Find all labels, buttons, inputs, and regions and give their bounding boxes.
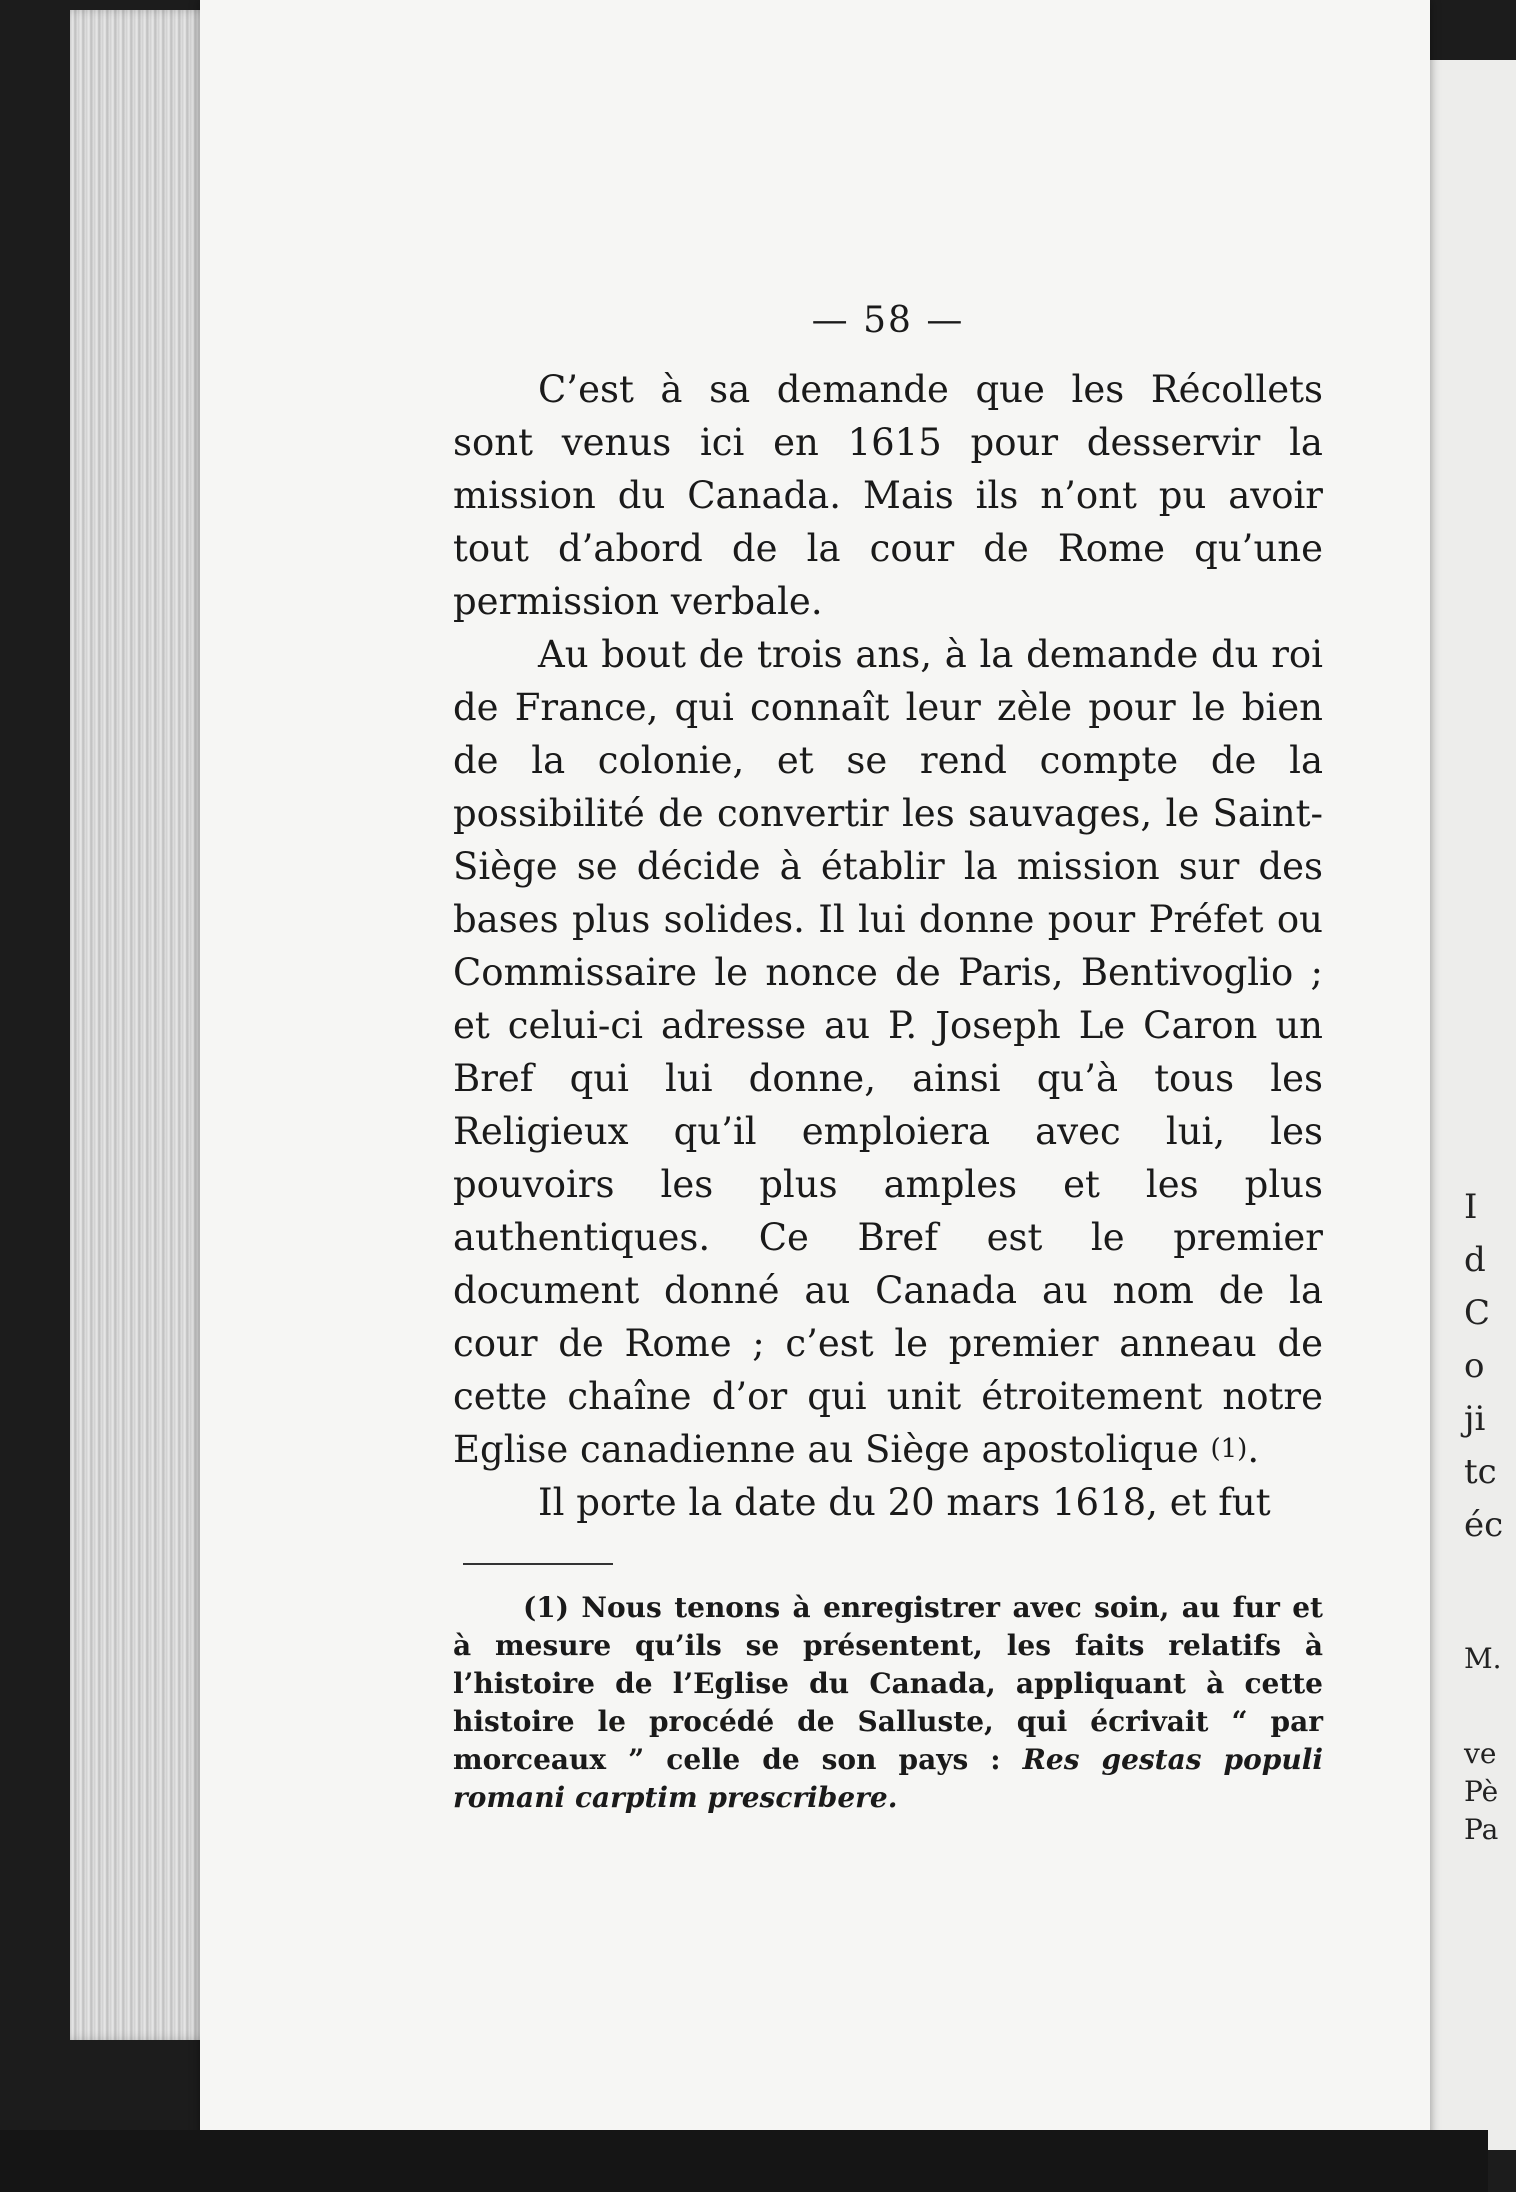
footnote-reference: (1) bbox=[1210, 1434, 1248, 1464]
facing-page-fragment: I bbox=[1464, 1187, 1478, 1227]
body-paragraph-continued: Il porte la date du 20 mars 1618, et fut bbox=[538, 1481, 1271, 1524]
body-paragraph bbox=[453, 628, 1323, 1476]
footnote-text: (1) Nous tenons à enregistrer avec soin, au fur et à mesure qu’ils se présentent, les faits relatifs à l’histoire de l’Eglise du Canada, appliquant à cette histoire le procédé de Salluste, qui écrivait “ par morceaux ” celle de son pays : bbox=[453, 1591, 1323, 1776]
page-text-block bbox=[453, 300, 1323, 1817]
facing-page-fragment: ve bbox=[1464, 1737, 1497, 1770]
footnote bbox=[453, 1589, 1323, 1817]
facing-page-fragment: Pè bbox=[1464, 1775, 1499, 1808]
page-number: — 58 — bbox=[811, 300, 965, 341]
footnote-latin-quote: Res gestas populi romani carptim prescribere. bbox=[453, 1743, 1323, 1814]
facing-page-fragment: ji bbox=[1464, 1399, 1486, 1439]
footnote-divider bbox=[463, 1563, 613, 1565]
facing-page-fragment: éc bbox=[1464, 1505, 1504, 1545]
facing-page-fragment: C bbox=[1464, 1293, 1491, 1333]
facing-page-fragment: tc bbox=[1464, 1452, 1497, 1492]
scan-bottom-edge bbox=[0, 2130, 1488, 2192]
body-paragraph: C’est à sa demande que les Récollets sont venus ici en 1615 pour desservir la mission du Canada. Mais ils n’ont pu avoir tout d’abord de la cour de Rome qu’une permission verbale. bbox=[453, 368, 1323, 623]
facing-page-fragment: M. bbox=[1464, 1642, 1502, 1675]
facing-page-fragment: o bbox=[1464, 1346, 1485, 1386]
facing-page-fragment: Pa bbox=[1464, 1813, 1499, 1846]
facing-page-fragment: d bbox=[1464, 1240, 1486, 1280]
paragraph-end: . bbox=[1247, 1428, 1260, 1471]
paragraph-text: Au bout de trois ans, à la demande du roi de France, qui connaît leur zèle pour le bien de la colonie, et se rend compte de la possibilité de convertir les sauvages, le Saint-Siège se décide à établir la mission sur des bases plus solides. Il lui donne pour Préfet ou Commissaire le nonce de Paris, Bentivoglio ; et celui-ci adresse au P. Joseph Le Caron un Bref qui lui donne, ainsi qu’à tous les Religieux qu’il emploiera avec lui, les pouvoirs les plus amples et les plus authentiques. Ce Bref est le premier document donné au Canada au nom de la cour de Rome ; c’est le premier anneau de cette chaîne d’or qui unit étroitement notre Eglise canadienne au Siège apostolique bbox=[453, 633, 1323, 1471]
